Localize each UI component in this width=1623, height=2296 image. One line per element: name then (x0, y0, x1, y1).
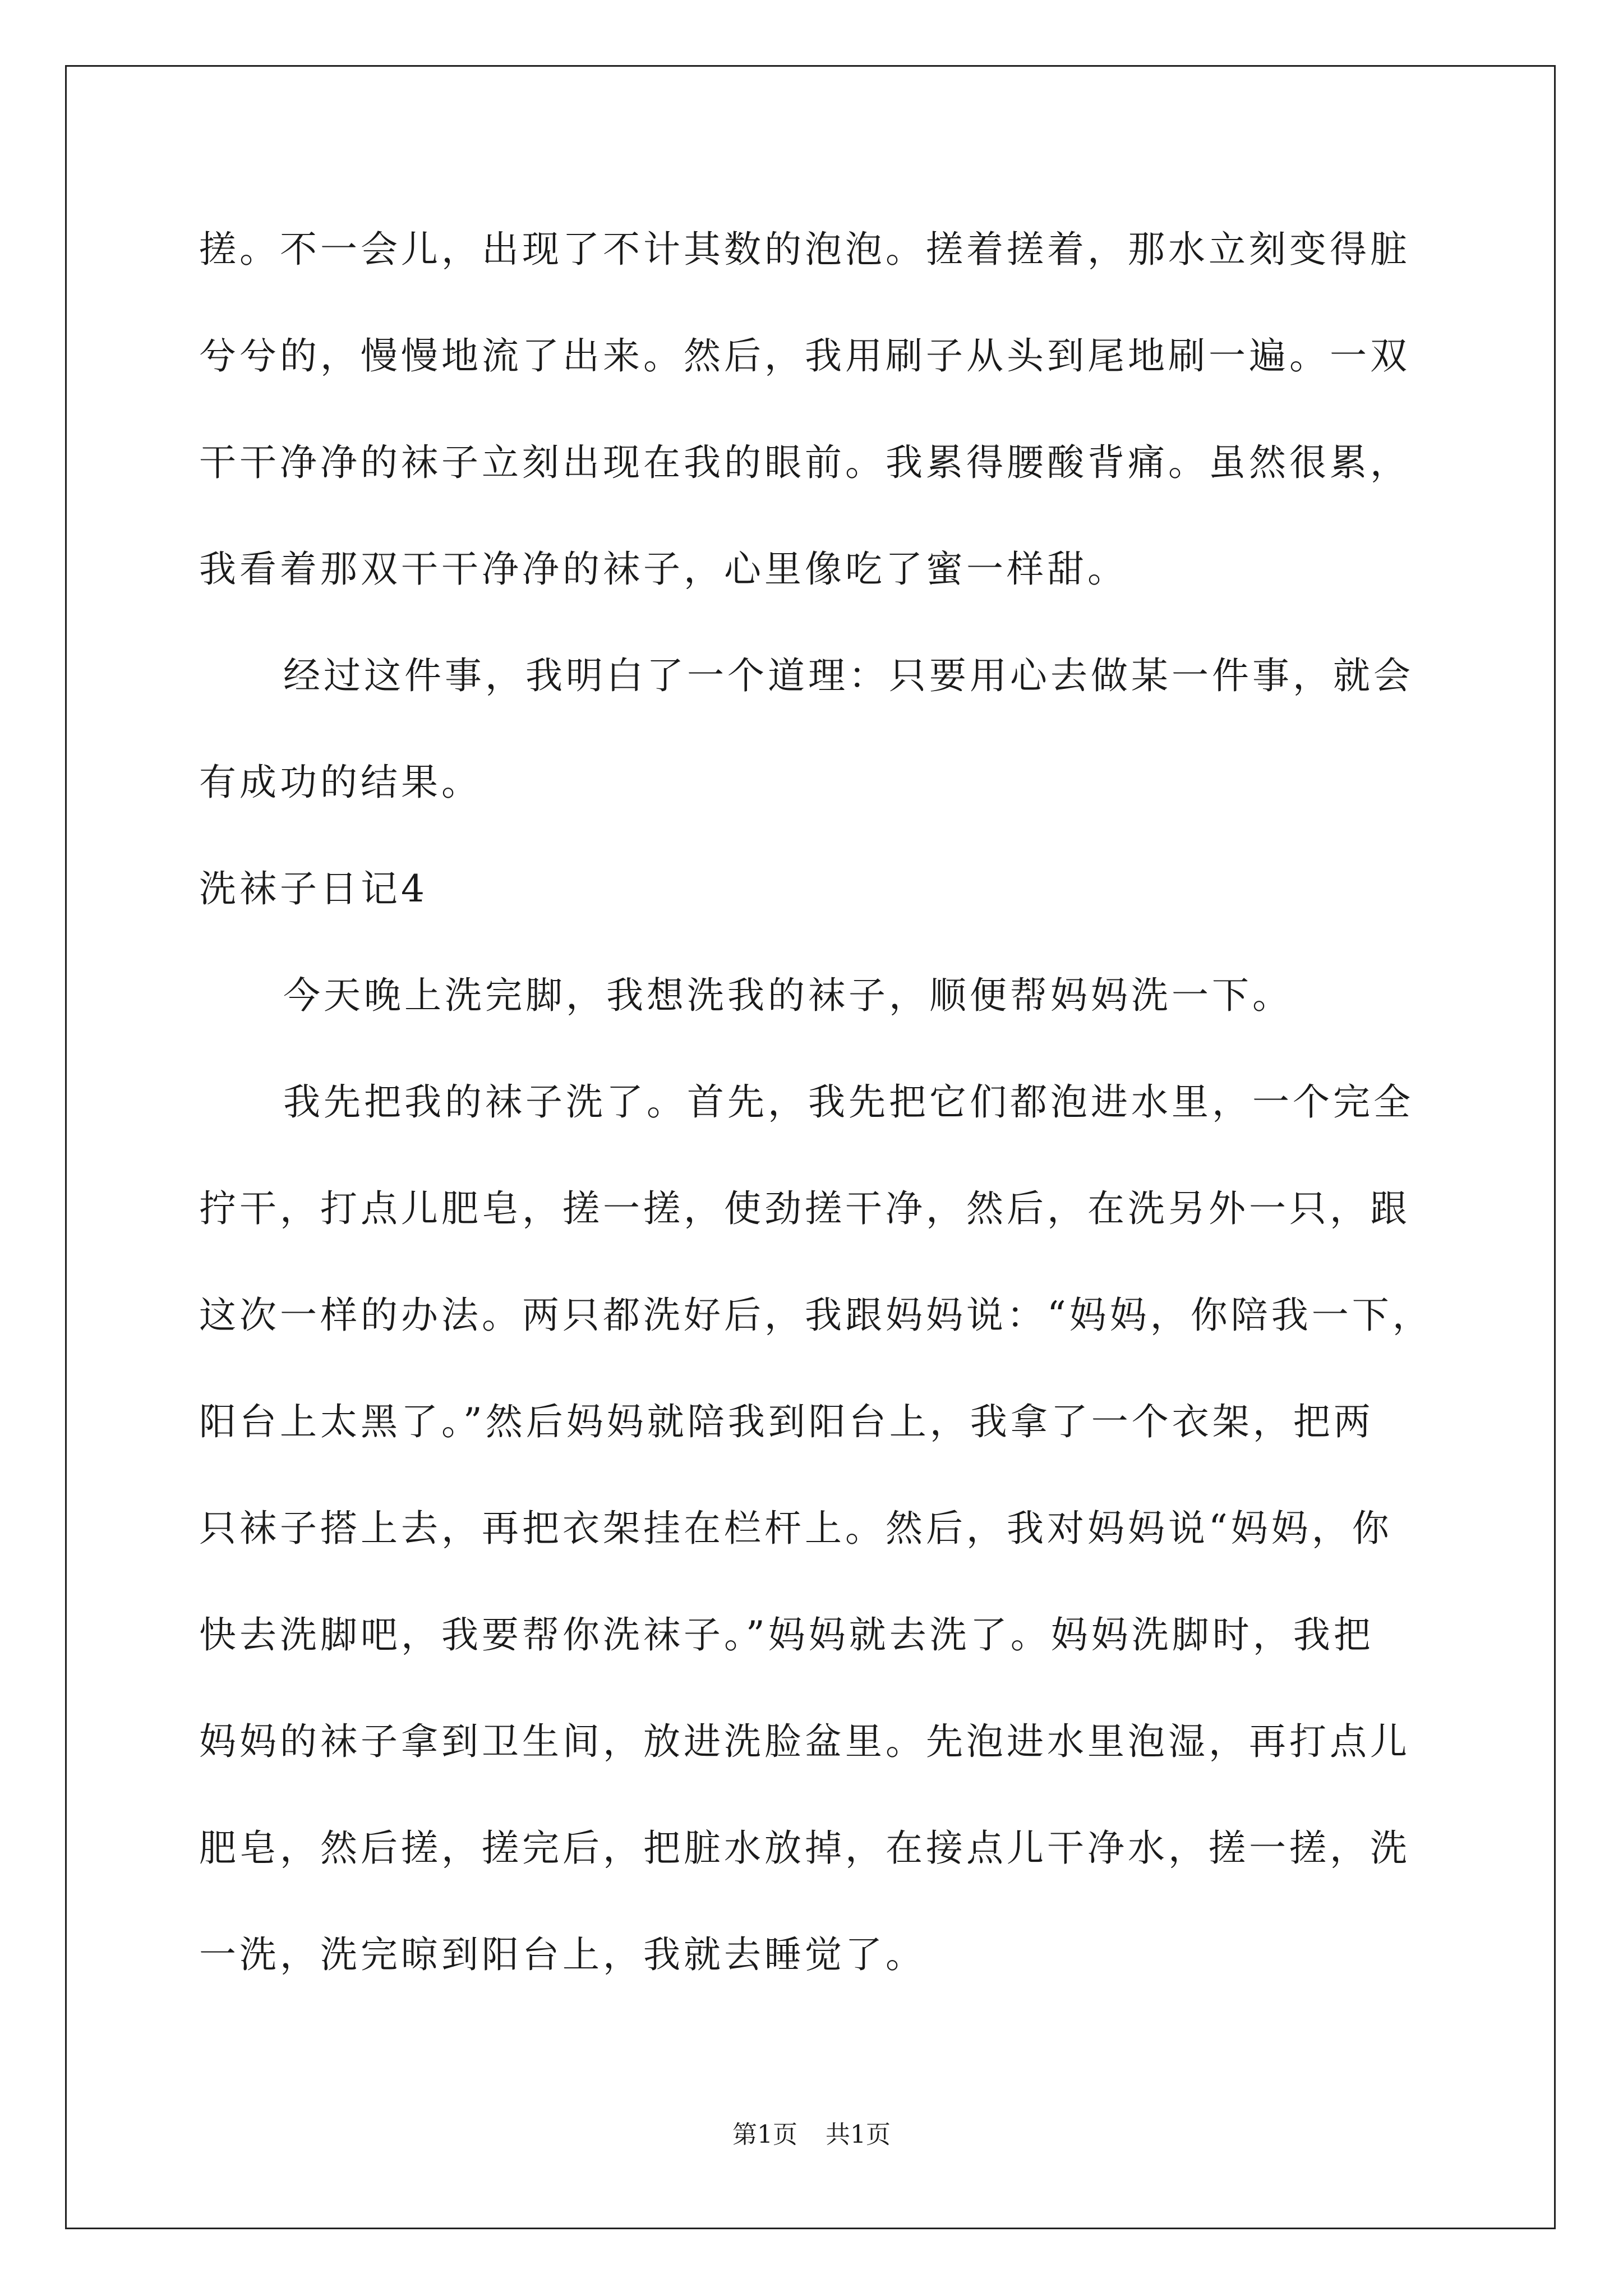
body-line: 经过这件事，我明白了一个道理：只要用心去做某一件事，就会 (283, 654, 1414, 697)
body-line: 拧干，打点儿肥皂，搓一搓，使劲搓干净，然后，在洗另外一只，跟 (199, 1187, 1410, 1230)
body-line: 肥皂，然后搓，搓完后，把脏水放掉，在接点儿干净水，搓一搓，洗 (199, 1826, 1410, 1870)
page-number-total: 共1页 (826, 2120, 891, 2149)
page-number-current: 第1页 (732, 2120, 797, 2149)
body-line: 快去洗脚吧，我要帮你洗袜子。”妈妈就去洗了。妈妈洗脚时，我把 (199, 1613, 1374, 1657)
body-line: 今天晚上洗完脚，我想洗我的袜子，顺便帮妈妈洗一下。 (283, 974, 1293, 1017)
body-line: 搓。不一会儿，出现了不计其数的泡泡。搓着搓着，那水立刻变得脏 (199, 228, 1410, 271)
page-footer (0, 2119, 1623, 2151)
body-line: 我看着那双干干净净的袜子，心里像吃了蜜一样甜。 (199, 547, 1128, 591)
body-line: 妈妈的袜子拿到卫生间，放进洗脸盆里。先泡进水里泡湿，再打点儿 (199, 1720, 1410, 1763)
body-line: 兮兮的，慢慢地流了出来。然后，我用刷子从头到尾地刷一遍。一双 (199, 334, 1410, 378)
body-line: 干干净净的袜子立刻出现在我的眼前。我累得腰酸背痛。虽然很累， (199, 441, 1410, 484)
page-border (65, 65, 1556, 2229)
body-line: 一洗，洗完晾到阳台上，我就去睡觉了。 (199, 1933, 926, 1976)
body-line: 我先把我的袜子洗了。首先，我先把它们都泡进水里，一个完全 (283, 1080, 1414, 1124)
body-line: 只袜子搭上去，再把衣架挂在栏杆上。然后，我对妈妈说“妈妈，你 (199, 1507, 1393, 1550)
body-line: 有成功的结果。 (199, 761, 482, 804)
body-line: 阳台上太黑了。”然后妈妈就陪我到阳台上，我拿了一个衣架，把两 (199, 1400, 1374, 1443)
body-line: 这次一样的办法。两只都洗好后，我跟妈妈说：“妈妈，你陪我一下， (199, 1294, 1433, 1337)
section-heading: 洗袜子日记4 (199, 867, 428, 910)
